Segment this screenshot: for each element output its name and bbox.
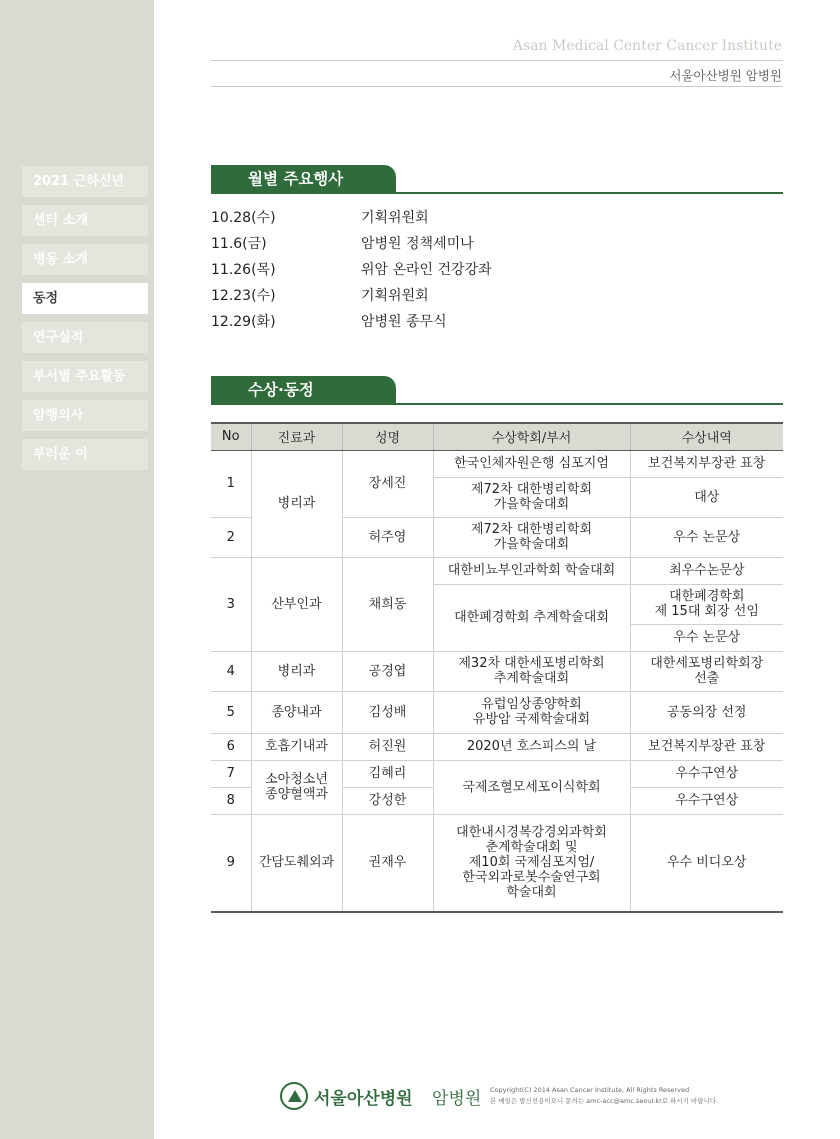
event-row (211, 257, 783, 283)
event-row (211, 205, 783, 231)
event-date: 12.23(수) (211, 288, 276, 304)
cell-no: 1 (211, 450, 251, 517)
cell-org: 유럽임상종양학회 유방암 국제학술대회 (433, 691, 630, 733)
table-row (211, 733, 783, 760)
col-header-dept: 진료과 (251, 423, 342, 450)
sidebar-item-envied-one[interactable]: 부러운 이 (22, 439, 148, 470)
cell-org: 2020년 호스피스의 날 (433, 733, 630, 760)
cell-org: 대한비뇨부인과학회 학술대회 (433, 557, 630, 584)
table-row (211, 760, 783, 787)
events-section-title: 월별 주요행사 (211, 165, 396, 194)
cell-org: 제32차 대한세포병리학회 추계학술대회 (433, 651, 630, 691)
footer (280, 1080, 760, 1114)
cell-dept: 산부인과 (251, 557, 342, 651)
cell-name: 허주영 (342, 517, 433, 557)
cell-award: 보건복지부장관 표창 (630, 450, 783, 477)
event-name: 위암 온라인 건강강좌 (361, 262, 492, 278)
cell-award: 우수구연상 (630, 760, 783, 787)
event-date: 10.28(수) (211, 210, 276, 226)
col-header-org: 수상학회/부서 (433, 423, 630, 450)
cell-name: 김성배 (342, 691, 433, 733)
cell-name: 권재우 (342, 814, 433, 912)
cell-org: 대한내시경복강경외과학회 춘계학술대회 및 제10회 국제심포지엄/ 한국외과로봇수술연구회 학술대회 (433, 814, 630, 912)
cell-dept: 종양내과 (251, 691, 342, 733)
event-name: 기획위원회 (361, 210, 429, 226)
table-header-row (211, 423, 783, 450)
cell-name: 장세진 (342, 450, 433, 517)
cell-award: 최우수논문상 (630, 557, 783, 584)
header-divider (211, 86, 783, 87)
event-row (211, 309, 783, 335)
sidebar-item-dept-activities[interactable]: 부서별 주요활동 (22, 361, 148, 392)
event-date: 11.26(목) (211, 262, 276, 278)
copyright-text: Copyright(C) 2014 Asan Cancer Institute, All Rights Reserved (490, 1086, 690, 1094)
event-name: 기획위원회 (361, 288, 429, 304)
cell-award: 우수구연상 (630, 787, 783, 814)
cell-name: 강성한 (342, 787, 433, 814)
footer-logo-sub: 암병원 (432, 1089, 482, 1109)
cell-award: 대한폐경학회 제 15대 회장 선임 (630, 584, 783, 624)
sidebar-item-greeting[interactable]: 2021 근하신년 (22, 166, 148, 197)
sidebar-item-secret-doctor[interactable]: 암행의사 (22, 400, 148, 431)
cell-no: 4 (211, 651, 251, 691)
sidebar-item-center-intro[interactable]: 센터 소개 (22, 205, 148, 236)
event-row (211, 283, 783, 309)
cell-name: 채희동 (342, 557, 433, 651)
table-row (211, 691, 783, 733)
cell-dept: 병리과 (251, 651, 342, 691)
cell-dept: 호흡기내과 (251, 733, 342, 760)
col-header-award: 수상내역 (630, 423, 783, 450)
header-title-en: Asan Medical Center Cancer Institute (512, 38, 782, 54)
awards-table (211, 422, 783, 913)
cell-no: 5 (211, 691, 251, 733)
table-row (211, 450, 783, 477)
cell-name: 김혜리 (342, 760, 433, 787)
cell-dept: 간담도췌외과 (251, 814, 342, 912)
col-header-no: No (211, 423, 251, 450)
sidebar-item-news[interactable]: 동정 (22, 283, 148, 314)
sidebar-item-ward-intro[interactable]: 병동 소개 (22, 244, 148, 275)
cell-no: 6 (211, 733, 251, 760)
cell-award: 공동의장 선정 (630, 691, 783, 733)
cell-name: 허진원 (342, 733, 433, 760)
event-name: 암병원 종무식 (361, 314, 447, 330)
cell-org: 국제조혈모세포이식학회 (433, 760, 630, 814)
footer-logo-name: 서울아산병원 (314, 1089, 413, 1109)
section-divider (211, 192, 783, 194)
cell-org: 제72차 대한병리학회 가을학술대회 (433, 517, 630, 557)
notice-text: 본 메일은 발신전용이오니 문의는 amc-acc@amc.seoul.kr로 하시기 바랍니다. (490, 1097, 719, 1105)
cell-org: 대한폐경학회 추계학술대회 (433, 584, 630, 651)
table-row (211, 557, 783, 584)
cell-dept: 병리과 (251, 450, 342, 557)
cell-award: 우수 비디오상 (630, 814, 783, 912)
event-row (211, 231, 783, 257)
hospital-emblem-icon (280, 1082, 308, 1110)
cell-no: 7 (211, 760, 251, 787)
cell-award: 대한세포병리학회장 선출 (630, 651, 783, 691)
sidebar (0, 0, 154, 1139)
cell-award: 우수 논문상 (630, 517, 783, 557)
sidebar-item-research[interactable]: 연구실적 (22, 322, 148, 353)
col-header-name: 성명 (342, 423, 433, 450)
section-divider (211, 403, 783, 405)
cell-award: 보건복지부장관 표창 (630, 733, 783, 760)
cell-dept: 소아청소년 종양혈액과 (251, 760, 342, 814)
cell-org: 제72차 대한병리학회 가을학술대회 (433, 477, 630, 517)
header-divider (211, 60, 783, 61)
cell-no: 8 (211, 787, 251, 814)
table-row (211, 814, 783, 912)
cell-org: 한국인체자원은행 심포지엄 (433, 450, 630, 477)
event-date: 11.6(금) (211, 236, 267, 252)
table-row (211, 651, 783, 691)
footer-copyright (490, 1085, 718, 1107)
cell-name: 공경엽 (342, 651, 433, 691)
awards-section-title: 수상·동정 (211, 376, 396, 405)
cell-no: 3 (211, 557, 251, 651)
event-date: 12.29(화) (211, 314, 276, 330)
cell-award: 우수 논문상 (630, 624, 783, 651)
cell-no: 2 (211, 517, 251, 557)
cell-no: 9 (211, 814, 251, 912)
header-title-ko: 서울아산병원 암병원 (669, 68, 782, 83)
cell-award: 대상 (630, 477, 783, 517)
event-name: 암병원 정책세미나 (361, 236, 474, 252)
